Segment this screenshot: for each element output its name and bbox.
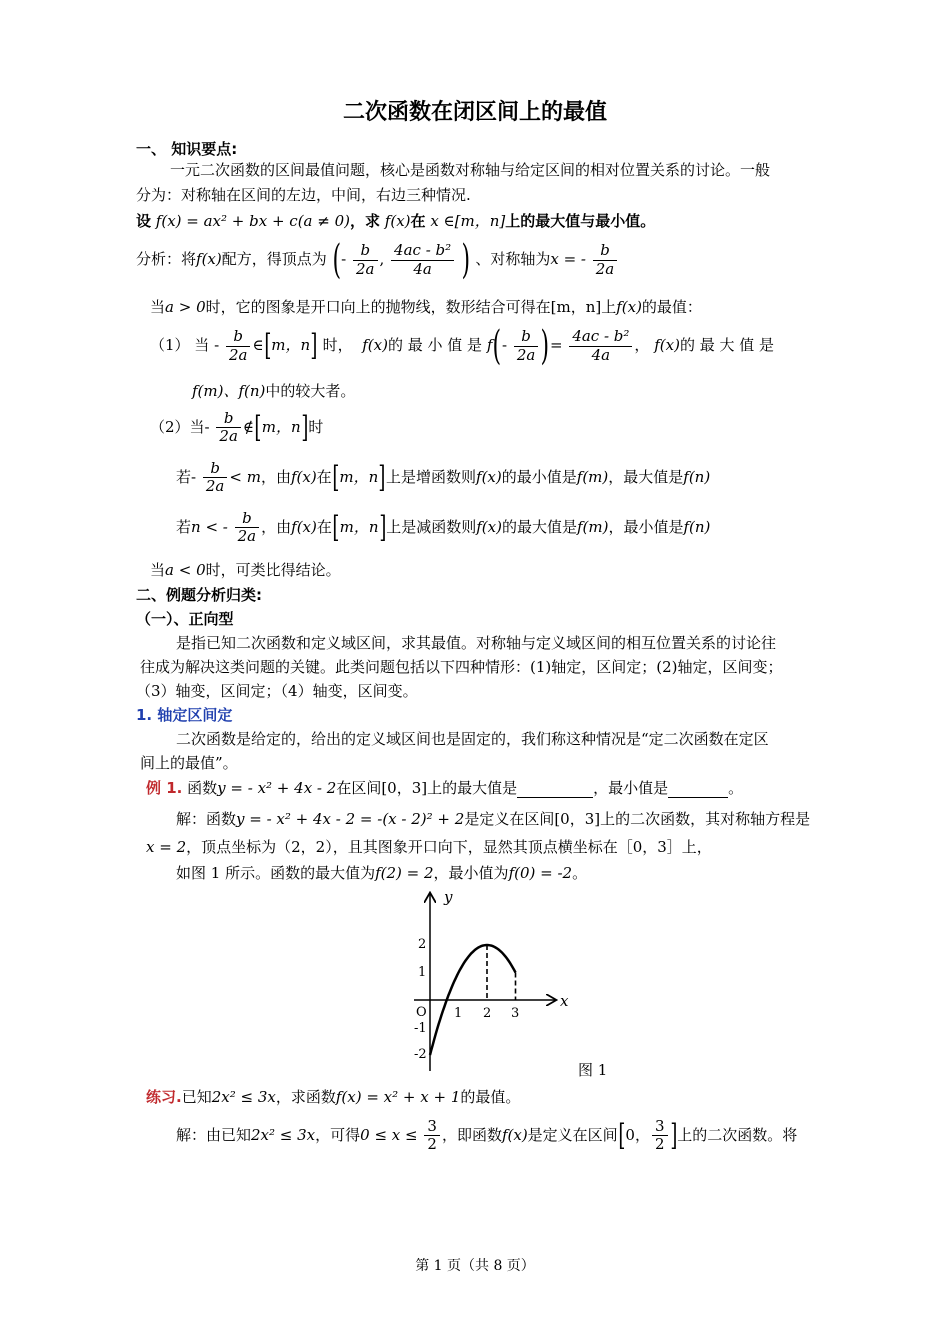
intro-line-1: 一元二次函数的区间最值问题，核心是函数对称轴与给定区间的相对位置关系的讨论。一般 xyxy=(170,161,771,179)
solution-1-line-3: 如图 1 所示。函数的最大值为f(2) = 2，最小值为f(0) = -2。 xyxy=(176,864,588,882)
y-axis-label: y xyxy=(444,888,453,906)
section-heading-2: 二、例题分析归类: xyxy=(136,586,262,604)
practice-line: 练习.已知2x² ≤ 3x，求函数f(x) = x² + x + 1的最值。 xyxy=(146,1088,521,1106)
figure-caption: 图 1 xyxy=(578,1061,608,1079)
solution-1-line-2: x = 2，顶点坐标为（2，2），且其图象开口向下，显然其顶点横坐标在［0，3］上， xyxy=(146,838,712,856)
analysis-line: 分析：将f(x)配方，得顶点为 (- $\frac{b}{2a}$ , $\frac{\text{4ac - b²}}{4a}$ ) 、对称轴为x = - $\frac{b}{2a}$ xyxy=(136,240,619,280)
case-a-negative: 当a < 0时，可类比得结论。 xyxy=(150,561,341,579)
example-1-line: 例 1. 函数y = - x² + 4x - 2在区间[0，3]上的最大值是 ，最小值是 。 xyxy=(146,779,744,797)
para2-line-3: （3）轴变，区间定；（4）轴变，区间变。 xyxy=(136,682,418,700)
case-1-line-2: f(m)、f(n)中的较大者。 xyxy=(192,382,356,400)
x-tick-3: 3 xyxy=(511,1006,520,1021)
case-2-line: （2）当- $\frac{b}{2a}$ ∉[m，n]时 xyxy=(150,409,324,446)
subsection-heading: （一）、正向型 xyxy=(136,610,234,628)
y-tick-neg-1: -1 xyxy=(414,1021,427,1036)
para2-line-2: 往成为解决这类问题的关键。此类问题包括以下四种情形：(1)轴定，区间定；(2)轴定，区间变； xyxy=(140,658,783,676)
para3-line-2: 间上的最值”。 xyxy=(140,754,238,772)
y-tick-1: 1 xyxy=(418,965,427,980)
y-tick-neg-2: -2 xyxy=(414,1047,427,1062)
intro-line-2: 分为：对称轴在区间的左边，中间，右边三种情况. xyxy=(136,186,471,204)
solution-1-line-1: 解：函数y = - x² + 4x - 2 = -(x - 2)² + 2是定义在区间[0，3]上的二次函数，其对称轴方程是 xyxy=(176,810,811,828)
interval: x ∈[m，n] xyxy=(430,212,506,230)
subcase-2-line: 若n < - $\frac{b}{2a}$ ，由f(x)在[m，n]上是减函数则f(x)的最大值是f(m)，最小值是f(n) xyxy=(176,509,711,546)
subcase-1-line: 若- $\frac{b}{2a}$ < m，由f(x)在[m，n]上是增函数则f(x)的最小值是f(m)，最大值是f(n) xyxy=(176,459,711,496)
para2-line-1: 是指已知二次函数和定义域区间，求其最值。对称轴与定义域区间的相互位置关系的讨论往 xyxy=(176,634,777,652)
figure-1-graph xyxy=(400,886,590,1076)
page-footer: 第 1 页（共 8 页） xyxy=(415,1258,535,1274)
item-1-heading: 1. 轴定区间定 xyxy=(136,706,233,724)
page-title: 二次函数在闭区间上的最值 xyxy=(342,100,607,125)
origin-label: O xyxy=(416,1005,427,1020)
section-heading-1: 一、 知识要点: xyxy=(136,140,238,158)
case-1-line: （1） 当 - $\frac{b}{2a}$ ∈[m，n] 时， f(x)的 最 小 值 是 f(- $\frac{b}{2a}$ )= $\frac{\text{4ac - b²}}{4a}$ ， f(x)的 最 大 值 是 xyxy=(150,323,775,369)
para3-line-1: 二次函数是给定的，给出的定义域区间也是固定的，我们称这种情况是“定二次函数在定区 xyxy=(176,730,769,748)
practice-solution-line: 解：由已知2x² ≤ 3x，可得0 ≤ x ≤ $\frac{3}{2}$ ，即函数f(x)是定义在区间[0， $\frac{3}{2}$ ]上的二次函数。将 xyxy=(176,1117,798,1154)
case-a-positive: 当a > 0时，它的图象是开口向上的抛物线，数形结合可得在[m，n]上f(x)的最值： xyxy=(150,298,702,316)
setup-line: 设 f(x) = ax² + bx + c(a ≠ 0)，求 f(x)在 x ∈[m，n]上的最大值与最小值。 xyxy=(136,212,656,230)
x-tick-2: 2 xyxy=(483,1006,492,1021)
y-tick-2: 2 xyxy=(418,937,427,952)
x-tick-1: 1 xyxy=(454,1006,463,1021)
function-definition: f(x) = ax² + bx + c(a ≠ 0) xyxy=(155,212,350,230)
x-axis-label: x xyxy=(560,992,569,1010)
